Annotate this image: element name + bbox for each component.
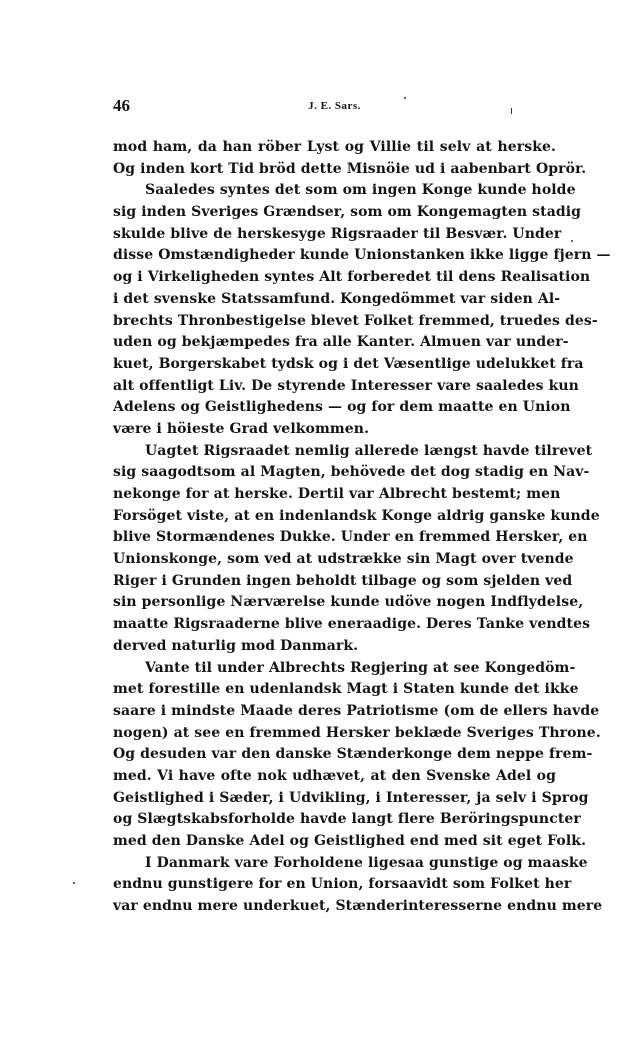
text-line: uden og bekjæmpedes fra alle Kanter. Almuen var under- [113, 334, 569, 351]
text-line: Adelens og Geistlighedens — og for dem maatte en Union [113, 399, 571, 416]
page-header [113, 96, 556, 120]
text-line: mod ham, da han röber Lyst og Villie til selv at herske. [113, 139, 556, 155]
text-line: endnu gunstigere for en Union, forsaavidt som Folket her [113, 876, 572, 893]
body-text [113, 137, 611, 918]
text-line: være i höieste Grad velkommen. [113, 420, 370, 437]
text-line: Unionskonge, som ved at udstrække sin Magt over tvende [113, 551, 574, 568]
text-line: Forsöget viste, at en indenlandsk Konge aldrig ganske kunde [113, 507, 600, 524]
text-line: Og inden kort Tid bröd dette Misnöie ud i aabenbart Oprör. [113, 160, 587, 177]
text-line: med den Danske Adel og Geistlighed end med sit eget Folk. [113, 833, 587, 849]
text-line: kuet, Borgerskabet tydsk og i det Væsentlige udelukket fra [113, 355, 584, 372]
text-line: derved naturlig mod Danmark. [113, 637, 359, 654]
scan-speck [404, 97, 406, 99]
text-line: Saaledes syntes det som om ingen Konge kunde holde [145, 182, 576, 199]
text-line: disse Omstændigheder kunde Unionstanken ikke ligge fjern — [113, 247, 611, 264]
page-number: 46 [113, 96, 130, 115]
text-line: nogen) at see en fremmed Hersker beklæde Sveriges Throne. [113, 724, 601, 741]
text-line: og i Virkeligheden syntes Alt forberedet til dens Realisation [113, 269, 591, 286]
text-line: sig inden Sveriges Grændser, som om Kongemagten stadig [113, 204, 582, 221]
text-line: sin personlige Nærværelse kunde udöve nogen Indflydelse, [113, 594, 584, 611]
text-line: nekonge for at herske. Dertil var Albrecht bestemt; men [113, 486, 561, 502]
text-line: I Danmark vare Forholdene ligesaa gunstige og maaske [145, 854, 588, 871]
text-line: blive Stormændenes Dukke. Under en fremmed Hersker, en [113, 529, 588, 546]
text-line: maatte Rigsraaderne blive eneraadige. Deres Tanke vendtes [113, 616, 591, 633]
text-line: saare i mindste Maade deres Patriotisme (om de ellers havde [113, 702, 600, 719]
text-line: Og desuden var den danske Stænderkonge dem neppe frem- [113, 746, 593, 763]
text-line: Riger i Grunden ingen beholdt tilbage og som sjelden ved [113, 572, 573, 589]
scan-speck [511, 108, 512, 114]
text-line: Uagtet Rigsraadet nemlig allerede længst havde tilrevet [145, 442, 593, 459]
text-line: met forestille en udenlandsk Magt i Staten kunde det ikke [113, 681, 579, 698]
text-line: skulde blive de herskesyge Rigsraader til Besvær. Under [113, 225, 562, 242]
scan-speck [571, 240, 573, 242]
text-line: alt offentligt Liv. De styrende Interesser vare saaledes kun [113, 377, 579, 394]
text-line: i det svenske Statssamfund. Kongedömmet var siden Al- [113, 290, 561, 307]
text-line: Vante til under Albrechts Regjering at see Kongedöm- [145, 659, 576, 676]
running-head: J. E. Sars. [308, 100, 361, 112]
text-line: og Slægtskabsforholde havde langt flere Beröringspuncter [113, 811, 581, 828]
text-line: sig saagodtsom al Magten, behövede det dog stadig en Nav- [113, 464, 590, 481]
text-line: var endnu mere underkuet, Stænderinteresserne endnu mere [113, 898, 603, 915]
scan-speck [73, 882, 75, 884]
text-line: Geistlighed i Sæder, i Udvikling, i Interesser, ja selv i Sprog [113, 789, 589, 806]
text-line: med. Vi have ofte nok udhævet, at den Svenske Adel og [113, 767, 556, 784]
text-line: brechts Thronbestigelse blevet Folket fremmed, truedes des- [113, 312, 598, 329]
